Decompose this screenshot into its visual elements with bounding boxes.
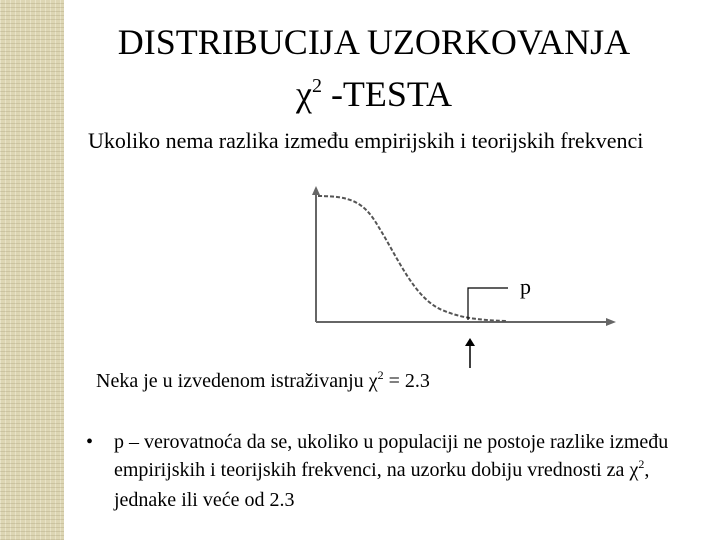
title-rest: -TESTA [321, 74, 453, 114]
slide-title-line1: DISTRIBUCIJA UZORKOVANJA [117, 22, 631, 62]
up-arrow-icon [462, 338, 478, 368]
bullet-dot-icon: • [86, 431, 94, 453]
note-prefix: Neka je u izvedenom istraživanju [96, 370, 369, 392]
chart-background [206, 186, 626, 338]
subtitle: Ukoliko nema razlika između empirijskih i teorijskih frekvenci [88, 128, 644, 153]
chi-symbol: χ [368, 370, 378, 392]
chi-square-note [96, 370, 430, 393]
decorative-side-band [0, 0, 64, 540]
superscript: 2 [638, 457, 645, 471]
chi-symbol: χ [295, 74, 312, 114]
chi-symbol: χ [629, 459, 639, 481]
slide-title-line2 [64, 74, 684, 120]
bullet-text-before: p – verovatnoća da se, ukoliko u populaciji ne postoje razlike između empirijskih i teorijskih frekvenci, na uzorku dobiju vrednosti za [114, 431, 669, 481]
superscript: 2 [311, 75, 322, 97]
note-suffix: = 2.3 [383, 370, 430, 392]
chi-square-curve-chart [206, 186, 626, 338]
p-label: p [520, 274, 531, 299]
superscript: 2 [377, 368, 384, 382]
bullet-text-after: , jednake ili veće od 2.3 [114, 459, 650, 511]
bullet-text [114, 428, 714, 514]
